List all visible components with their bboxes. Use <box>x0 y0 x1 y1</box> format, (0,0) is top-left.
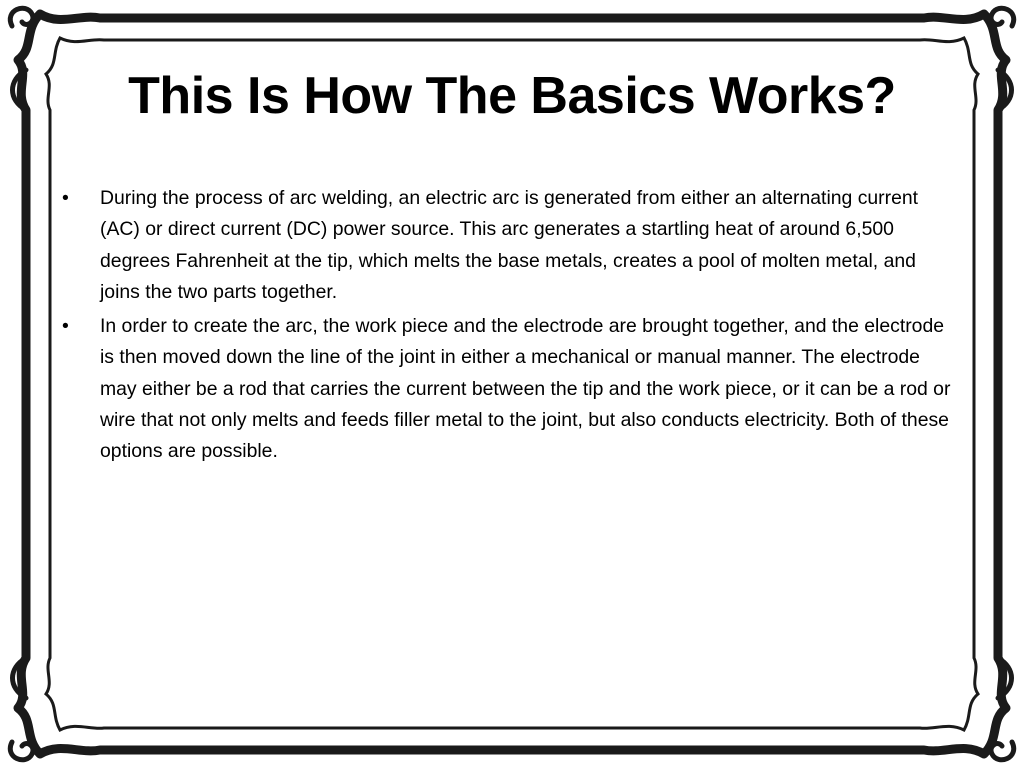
corner-curl-bottom-left <box>10 742 33 760</box>
corner-curl-top-right <box>991 8 1014 26</box>
bullet-marker: • <box>62 187 69 209</box>
bullet-marker: • <box>62 315 69 338</box>
bullet-text: During the process of arc welding, an electric arc is generated from either an alternating current (AC) or direct current (DC) power source. This arc generates a startling heat of around 6,500 degrees Fahrenheit at the tip, which melts the base metals, creates a pool of molten metal, and joins the two parts together. <box>100 187 919 303</box>
corner-curl-top-left <box>10 8 33 26</box>
bullet-item <box>62 183 957 308</box>
bullet-text: In order to create the arc, the work piece and the electrode are brought together, and the electrode is then moved down the line of the joint in either a mechanical or manual manner. The electrode may either be a rod that carries the current between the tip and the work piece, or it can be a rod or wire that not only melts and feeds filler metal to the joint, but also conducts electricity. Both of these options are possible. <box>100 315 951 463</box>
bullet-item <box>62 311 957 467</box>
bullet-list <box>62 183 957 471</box>
corner-curl-bottom-right <box>991 742 1014 760</box>
slide-title: This Is How The Basics Works? <box>128 67 896 125</box>
